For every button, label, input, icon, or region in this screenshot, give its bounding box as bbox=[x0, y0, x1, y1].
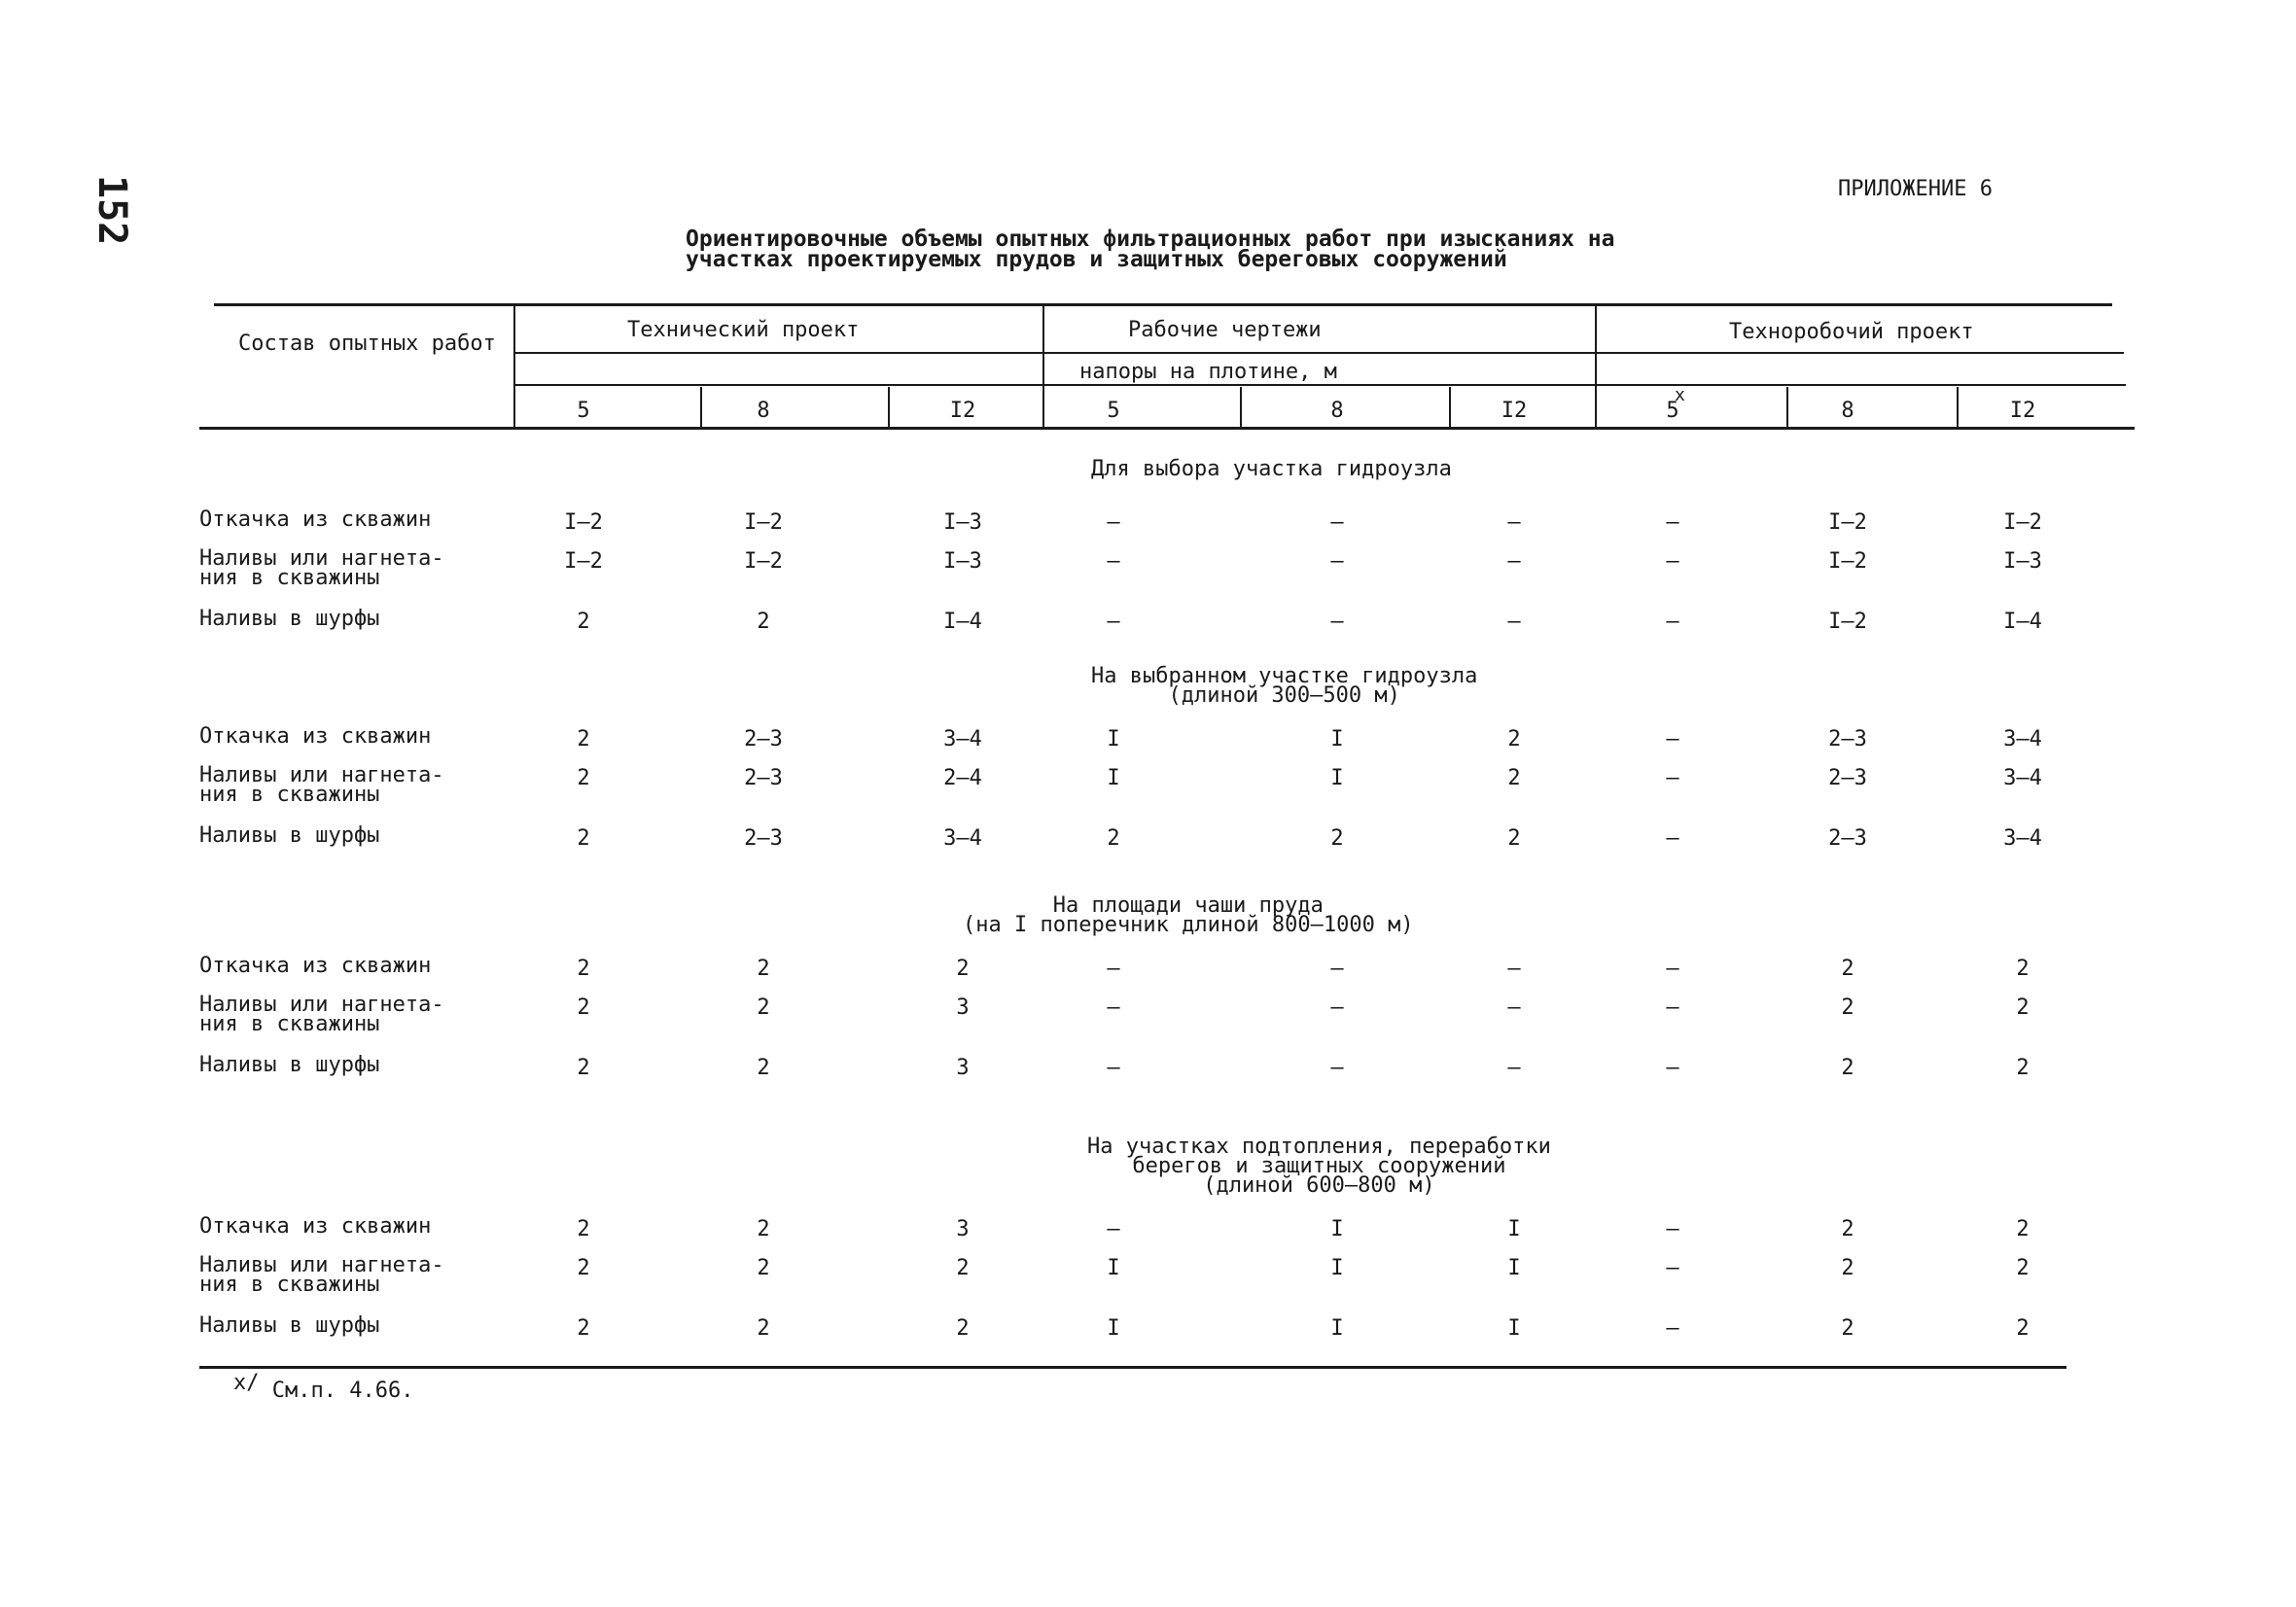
table-cell: 2 bbox=[1507, 766, 1521, 790]
row-label bbox=[199, 1313, 380, 1338]
table-cell: 2–3 bbox=[744, 766, 783, 790]
table-cell: – bbox=[1666, 510, 1679, 535]
table-cell: – bbox=[1666, 1256, 1679, 1280]
section-title-line: (на I поперечник длиной 800–1000 м) bbox=[963, 913, 1414, 937]
row-label bbox=[199, 1214, 432, 1239]
table-cell: 2 bbox=[757, 1316, 770, 1341]
row-label-line: Откачка из скважин bbox=[199, 1214, 432, 1239]
table-cell: – bbox=[1330, 996, 1344, 1020]
subheader-heads: напоры на плотине, м bbox=[1079, 360, 1337, 384]
title-line: участках проектируемых прудов и защитных береговых сооружений bbox=[686, 247, 1507, 272]
row-label-line: Откачка из скважин bbox=[199, 724, 432, 749]
table-cell: I bbox=[1330, 1256, 1344, 1280]
row-label bbox=[199, 1253, 444, 1297]
header-divider bbox=[700, 387, 702, 428]
table-cell: 3 bbox=[956, 1056, 970, 1080]
section-title bbox=[963, 893, 1414, 937]
row-label-line: Откачка из скважин bbox=[199, 507, 432, 532]
head-value: 8 bbox=[757, 399, 770, 423]
section-title-line: На участках подтопления, переработки bbox=[1087, 1135, 1551, 1159]
row-label bbox=[199, 546, 444, 590]
table-cell: 2 bbox=[2016, 1316, 2030, 1341]
table-cell: 2 bbox=[757, 1056, 770, 1080]
table-cell: I–3 bbox=[943, 510, 982, 535]
stage-header-working: Рабочие чертежи bbox=[1128, 318, 1322, 342]
table-cell: 2 bbox=[1841, 957, 1854, 981]
table-cell: – bbox=[1107, 996, 1120, 1020]
section-title-line: берегов и защитных сооружений bbox=[1132, 1154, 1506, 1178]
row-label-line: Наливы или нагнета- bbox=[199, 993, 444, 1017]
table-cell: 2 bbox=[577, 1217, 590, 1241]
row-label-line: ния в скважины bbox=[199, 1012, 380, 1036]
table-cell: I bbox=[1330, 1316, 1344, 1341]
header-divider bbox=[1042, 303, 1044, 428]
row-label-line: Наливы в шурфы bbox=[199, 1053, 380, 1077]
table-cell: I–2 bbox=[1828, 610, 1867, 634]
table-cell: 2 bbox=[757, 1217, 770, 1241]
table-cell: 2 bbox=[2016, 957, 2030, 981]
table-cell: – bbox=[1330, 1056, 1344, 1080]
table-cell: 2 bbox=[1841, 1316, 1854, 1341]
header-bottom-rule bbox=[199, 427, 2135, 430]
section-title-line: На выбранном участке гидроузла bbox=[1091, 664, 1478, 688]
row-label-line: ния в скважины bbox=[199, 783, 380, 807]
table-cell: – bbox=[1107, 1056, 1120, 1080]
table-cell: 2 bbox=[2016, 1056, 2030, 1080]
section-title bbox=[1091, 664, 1478, 708]
table-cell: 3–4 bbox=[943, 727, 982, 751]
table-cell: 2 bbox=[2016, 1217, 2030, 1241]
head-value: 5 bbox=[1666, 399, 1679, 423]
row-label-line: Наливы в шурфы bbox=[199, 1313, 380, 1338]
table-cell: 2 bbox=[956, 957, 970, 981]
row-label bbox=[199, 823, 380, 848]
row-label-line: Наливы или нагнета- bbox=[199, 546, 444, 571]
table-cell: I bbox=[1107, 727, 1120, 751]
table-cell: – bbox=[1330, 549, 1344, 574]
table-cell: 2 bbox=[757, 1256, 770, 1280]
table-cell: 2 bbox=[577, 766, 590, 790]
table-cell: 2 bbox=[956, 1256, 970, 1280]
row-label-line: ния в скважины bbox=[199, 566, 380, 590]
table-cell: I bbox=[1330, 766, 1344, 790]
table-cell: – bbox=[1330, 957, 1344, 981]
table-cell: – bbox=[1107, 549, 1120, 574]
table-cell: 2 bbox=[577, 957, 590, 981]
head-value: I2 bbox=[1501, 399, 1528, 423]
table-cell: 2 bbox=[757, 996, 770, 1020]
table-cell: I bbox=[1507, 1217, 1521, 1241]
table-cell: – bbox=[1107, 610, 1120, 634]
row-label bbox=[199, 763, 444, 807]
head-value: 5 bbox=[577, 399, 590, 423]
row-label bbox=[199, 954, 432, 978]
table-cell: – bbox=[1507, 957, 1521, 981]
table-cell: – bbox=[1507, 549, 1521, 574]
table-cell: 2 bbox=[577, 1056, 590, 1080]
section-title-line: (длиной 600–800 м) bbox=[1203, 1173, 1435, 1198]
table-cell: 2 bbox=[577, 727, 590, 751]
table-cell: 2 bbox=[1841, 1056, 1854, 1080]
table-cell: 2 bbox=[1330, 826, 1344, 851]
table-bottom-rule bbox=[199, 1366, 2066, 1369]
table-cell: – bbox=[1666, 1316, 1679, 1341]
table-cell: 2 bbox=[577, 1316, 590, 1341]
header-divider bbox=[1240, 387, 1242, 428]
head-value: 5 bbox=[1107, 399, 1120, 423]
table-cell: 2 bbox=[1841, 996, 1854, 1020]
table-cell: I–2 bbox=[744, 510, 783, 535]
table-title bbox=[686, 229, 1614, 270]
table-cell: I–3 bbox=[943, 549, 982, 574]
table-cell: – bbox=[1666, 610, 1679, 634]
row-label-line: Наливы в шурфы bbox=[199, 823, 380, 848]
head-value: 8 bbox=[1330, 399, 1344, 423]
footnote bbox=[233, 1371, 414, 1403]
table-cell: – bbox=[1666, 766, 1679, 790]
table-cell: 2 bbox=[956, 1316, 970, 1341]
table-cell: – bbox=[1666, 727, 1679, 751]
table-cell: 2 bbox=[577, 610, 590, 634]
table-cell: – bbox=[1107, 1217, 1120, 1241]
row-label bbox=[199, 507, 432, 532]
table-cell: I–2 bbox=[2003, 510, 2042, 535]
table-cell: I–2 bbox=[1828, 549, 1867, 574]
header-divider bbox=[1786, 387, 1788, 428]
page-number: 152 bbox=[89, 175, 134, 246]
row-label bbox=[199, 607, 380, 631]
table-cell: I bbox=[1107, 1256, 1120, 1280]
table-cell: – bbox=[1666, 826, 1679, 851]
table-cell: 2 bbox=[1841, 1256, 1854, 1280]
table-cell: 2 bbox=[1507, 826, 1521, 851]
table-cell: 2 bbox=[1107, 826, 1120, 851]
table-cell: 2–3 bbox=[1828, 727, 1867, 751]
table-cell: – bbox=[1666, 957, 1679, 981]
table-cell: 3–4 bbox=[2003, 826, 2042, 851]
table-cell: – bbox=[1666, 549, 1679, 574]
table-cell: 3 bbox=[956, 1217, 970, 1241]
table-cell: – bbox=[1330, 510, 1344, 535]
table-cell: I bbox=[1107, 1316, 1120, 1341]
table-cell: 2–4 bbox=[943, 766, 982, 790]
section-title-line: (длиной 300–500 м) bbox=[1168, 683, 1400, 708]
section-title bbox=[1091, 457, 1452, 481]
header-divider bbox=[1957, 387, 1959, 428]
head-value: 8 bbox=[1841, 399, 1854, 423]
table-cell: – bbox=[1507, 610, 1521, 634]
table-cell: 2 bbox=[2016, 996, 2030, 1020]
table-cell: I bbox=[1507, 1316, 1521, 1341]
subheader-rule bbox=[513, 384, 2126, 386]
table-cell: 2 bbox=[577, 996, 590, 1020]
stage-rule bbox=[513, 352, 2124, 354]
table-cell: 2 bbox=[577, 826, 590, 851]
table-cell: I–2 bbox=[564, 549, 603, 574]
header-divider bbox=[513, 303, 515, 428]
table-cell: – bbox=[1666, 1056, 1679, 1080]
table-cell: I bbox=[1330, 727, 1344, 751]
table-cell: 2 bbox=[757, 610, 770, 634]
table-cell: 2 bbox=[1841, 1217, 1854, 1241]
table-cell: I bbox=[1507, 1256, 1521, 1280]
table-cell: – bbox=[1330, 610, 1344, 634]
table-cell: 2 bbox=[2016, 1256, 2030, 1280]
table-cell: 3–4 bbox=[943, 826, 982, 851]
header-divider bbox=[888, 387, 890, 428]
table-cell: 2 bbox=[1507, 727, 1521, 751]
table-cell: 2–3 bbox=[744, 727, 783, 751]
appendix-label: ПРИЛОЖЕНИЕ 6 bbox=[1838, 177, 1993, 201]
header-divider bbox=[1449, 387, 1451, 428]
table-cell: I–2 bbox=[1828, 510, 1867, 535]
table-cell: I–4 bbox=[943, 610, 982, 634]
table-cell: – bbox=[1507, 510, 1521, 535]
stage-header-technical: Технический проект bbox=[627, 318, 860, 342]
table-cell: I–2 bbox=[564, 510, 603, 535]
table-cell: – bbox=[1507, 996, 1521, 1020]
row-label bbox=[199, 1053, 380, 1077]
table-cell: 2 bbox=[757, 957, 770, 981]
head-value: I2 bbox=[2009, 399, 2036, 423]
row-label-line: Наливы или нагнета- bbox=[199, 1253, 444, 1277]
table-cell: 2–3 bbox=[744, 826, 783, 851]
header-divider bbox=[1595, 303, 1597, 428]
header-top-rule bbox=[214, 303, 2112, 306]
table-cell: I–2 bbox=[744, 549, 783, 574]
row-label bbox=[199, 993, 444, 1036]
table-cell: I bbox=[1330, 1217, 1344, 1241]
section-title-line: На площади чаши пруда bbox=[1052, 893, 1324, 918]
footnote-mark: x/ bbox=[233, 1371, 260, 1395]
table-cell: – bbox=[1107, 510, 1120, 535]
table-cell: 3–4 bbox=[2003, 727, 2042, 751]
table-cell: I–3 bbox=[2003, 549, 2042, 574]
table-cell: – bbox=[1107, 957, 1120, 981]
table-cell: 2–3 bbox=[1828, 766, 1867, 790]
table-cell: – bbox=[1666, 1217, 1679, 1241]
table-cell: – bbox=[1666, 996, 1679, 1020]
table-cell: 2 bbox=[577, 1256, 590, 1280]
table-cell: I–4 bbox=[2003, 610, 2042, 634]
table-cell: – bbox=[1507, 1056, 1521, 1080]
row-label bbox=[199, 724, 432, 749]
table-cell: 2–3 bbox=[1828, 826, 1867, 851]
table-cell: 3 bbox=[956, 996, 970, 1020]
table-cell: I bbox=[1107, 766, 1120, 790]
row-label-line: Наливы или нагнета- bbox=[199, 763, 444, 787]
first-column-header: Состав опытных работ bbox=[238, 332, 496, 356]
row-label-line: Наливы в шурфы bbox=[199, 607, 380, 631]
row-label-line: Откачка из скважин bbox=[199, 954, 432, 978]
section-title-line: Для выбора участка гидроузла bbox=[1091, 457, 1452, 481]
superscript-mark: x bbox=[1675, 385, 1685, 405]
title-line: Ориентировочные объемы опытных фильтрационных работ при изысканиях на bbox=[686, 227, 1615, 252]
section-title bbox=[1087, 1137, 1551, 1196]
stage-header-technoworking: Техноробочий проект bbox=[1729, 320, 1974, 344]
footnote-text: См.п. 4.66. bbox=[271, 1379, 414, 1403]
table-cell: 3–4 bbox=[2003, 766, 2042, 790]
head-value: I2 bbox=[949, 399, 976, 423]
row-label-line: ния в скважины bbox=[199, 1273, 380, 1297]
